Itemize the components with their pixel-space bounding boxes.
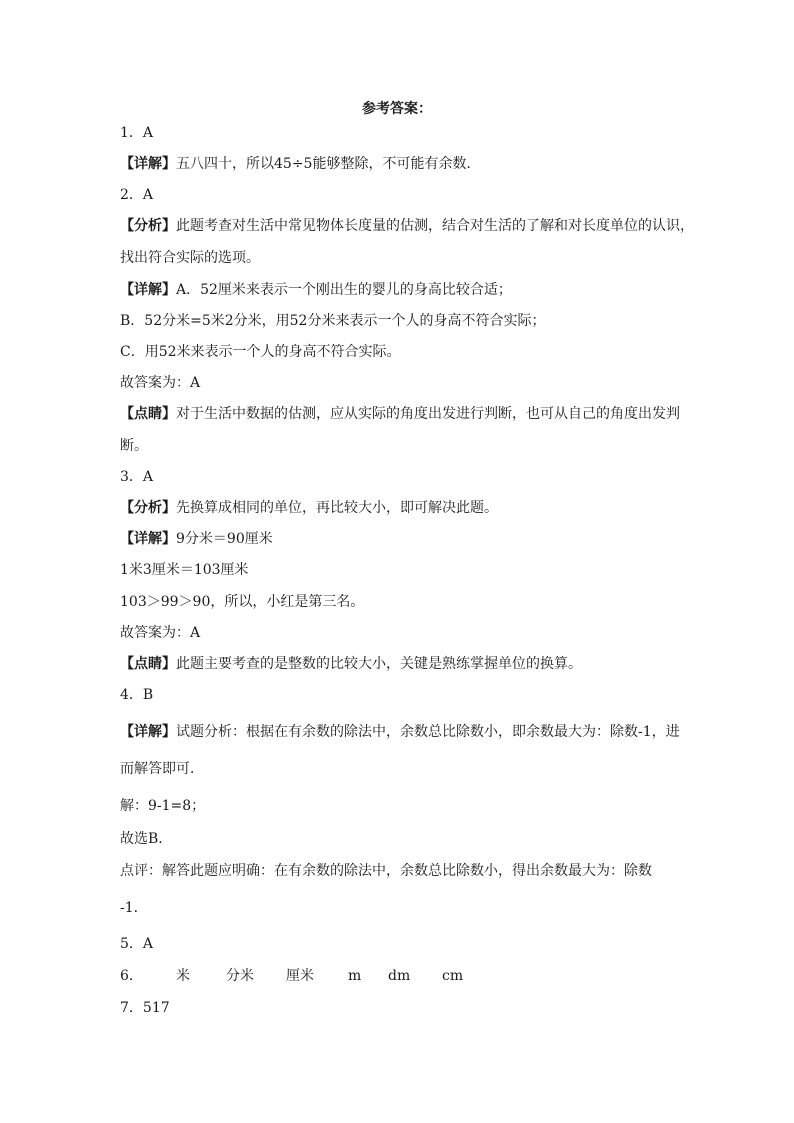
- answer-line-5: [120, 280, 680, 300]
- unit-label: 分米: [226, 968, 254, 984]
- answer-line-16: [120, 623, 680, 643]
- line-text: B．52分米=5米2分米，用52分米来表示一个人的身高不符合实际；: [120, 313, 546, 329]
- line-text: 2．A: [120, 187, 154, 203]
- answer-line-18: [120, 685, 680, 705]
- line-text: 5．A: [120, 936, 154, 952]
- unit-label: 厘米: [286, 968, 314, 984]
- answer-line-19: [120, 722, 680, 742]
- unit-label: m: [348, 968, 362, 984]
- line-text: 而解答即可．: [120, 761, 204, 777]
- answer-line-8: [120, 373, 680, 393]
- unit-label: 米: [176, 968, 190, 984]
- section-tag: 【详解】: [120, 724, 176, 740]
- section-tag: 【点睛】: [120, 656, 176, 672]
- answer-line-q7: [120, 998, 680, 1018]
- answer-line-17: [120, 654, 680, 674]
- line-text: 1．A: [120, 125, 154, 141]
- answer-line-12: [120, 498, 680, 518]
- answer-line-10: [120, 436, 680, 456]
- line-text: 故答案为：A: [120, 375, 201, 391]
- line-text: 1米3厘米＝103厘米: [120, 562, 249, 578]
- unit-label: cm: [442, 968, 464, 984]
- line-text: 9分米＝90厘米: [176, 531, 273, 547]
- line-text: 解：9-1=8；: [120, 798, 206, 814]
- unit-label: dm: [388, 968, 411, 984]
- section-tag: 【分析】: [120, 218, 176, 234]
- line-text: 103＞99＞90，所以，小红是第三名。: [120, 594, 365, 610]
- line-text: 断。: [120, 438, 148, 454]
- line-text: 故选B．: [120, 831, 173, 847]
- answer-line-6: [120, 311, 680, 331]
- answer-line-3: [120, 216, 694, 236]
- section-tag: 【详解】: [120, 156, 176, 172]
- section-tag: 【详解】: [120, 531, 176, 547]
- answer-line-15: [120, 592, 680, 612]
- line-text: 找出符合实际的选项。: [120, 250, 260, 266]
- answer-line-24: [120, 898, 680, 918]
- line-text: 4．B: [120, 687, 154, 703]
- answer-line-4: [120, 248, 680, 268]
- line-text: 此题考查对生活中常见物体长度量的估测，结合对生活的了解和对长度单位的认识，: [176, 218, 694, 234]
- answer-line-14: [120, 560, 680, 580]
- section-tag: 【详解】: [120, 282, 176, 298]
- page-title: 参考答案：: [362, 101, 432, 117]
- line-text: 对于生活中数据的估测，应从实际的角度出发进行判断，也可从自己的角度出发判: [176, 406, 680, 422]
- answer-line-21: [120, 796, 680, 816]
- answer-line-23: [120, 861, 680, 881]
- answer-line-9: [120, 404, 680, 424]
- line-text: 7．517: [120, 1000, 170, 1016]
- answer-line-0: [120, 123, 680, 143]
- line-text: C．用52米来表示一个人的身高不符合实际。: [120, 344, 401, 360]
- answer-line-q6: [120, 966, 680, 986]
- question-number: 6．: [120, 968, 143, 984]
- answer-line-2: [120, 185, 680, 205]
- section-tag: 【点睛】: [120, 406, 176, 422]
- line-text: 五八四十，所以45÷5能够整除，不可能有余数．: [176, 156, 481, 172]
- line-text: 3．A: [120, 469, 154, 485]
- answer-line-22: [120, 829, 680, 849]
- line-text: A．52厘米来表示一个刚出生的婴儿的身高比较合适；: [176, 282, 512, 298]
- line-text: 故答案为：A: [120, 625, 201, 641]
- answer-line-7: [120, 342, 680, 362]
- line-text: 试题分析：根据在有余数的除法中，余数总比除数小，即余数最大为：除数-1，进: [176, 724, 680, 740]
- line-text: 此题主要考查的是整数的比较大小，关键是熟练掌握单位的换算。: [176, 656, 582, 672]
- answer-line-1: [120, 154, 680, 174]
- answer-line-11: [120, 467, 680, 487]
- line-text: 先换算成相同的单位，再比较大小，即可解决此题。: [176, 500, 498, 516]
- answer-line-20: [120, 759, 680, 779]
- answer-line-25: [120, 934, 680, 954]
- section-tag: 【分析】: [120, 500, 176, 516]
- line-text: 点评：解答此题应明确：在有余数的除法中，余数总比除数小，得出余数最大为：除数: [120, 863, 652, 879]
- line-text: -1．: [120, 900, 148, 916]
- answer-line-13: [120, 529, 680, 549]
